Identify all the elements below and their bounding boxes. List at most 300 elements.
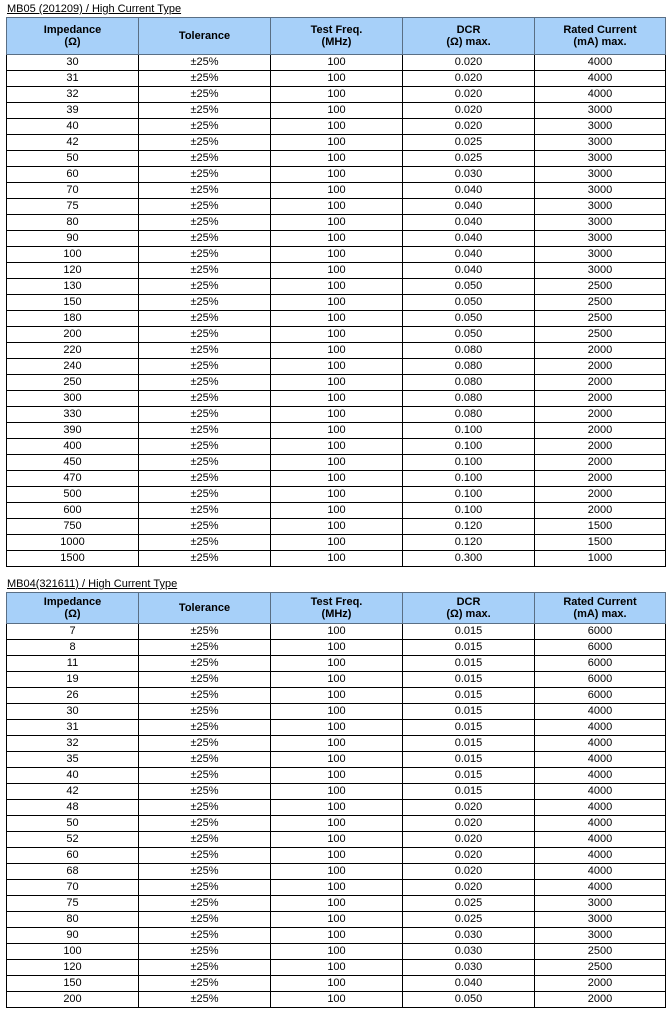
impedance-cell: 300 — [7, 391, 139, 407]
table-row — [7, 279, 666, 295]
table-row — [7, 439, 666, 455]
rated-current-cell: 4000 — [535, 848, 666, 864]
impedance-cell: 200 — [7, 992, 139, 1008]
dcr-cell: 0.015 — [403, 640, 535, 656]
tolerance-cell: ±25% — [139, 551, 271, 567]
tolerance-cell: ±25% — [139, 704, 271, 720]
rated-current-cell: 1000 — [535, 551, 666, 567]
tolerance-cell: ±25% — [139, 455, 271, 471]
test-freq-cell: 100 — [271, 880, 403, 896]
test-freq-cell: 100 — [271, 247, 403, 263]
rated-current-cell: 4000 — [535, 832, 666, 848]
tolerance-cell: ±25% — [139, 720, 271, 736]
table-row — [7, 199, 666, 215]
table-row — [7, 215, 666, 231]
dcr-cell: 0.030 — [403, 960, 535, 976]
impedance-cell: 75 — [7, 199, 139, 215]
tolerance-cell: ±25% — [139, 471, 271, 487]
test-freq-cell: 100 — [271, 167, 403, 183]
impedance-cell: 470 — [7, 471, 139, 487]
impedance-cell: 130 — [7, 279, 139, 295]
impedance-cell: 26 — [7, 688, 139, 704]
tolerance-cell: ±25% — [139, 407, 271, 423]
dcr-cell: 0.015 — [403, 768, 535, 784]
tolerance-cell: ±25% — [139, 279, 271, 295]
tolerance-cell: ±25% — [139, 231, 271, 247]
rated-current-cell: 3000 — [535, 167, 666, 183]
rated-current-cell: 4000 — [535, 55, 666, 71]
tolerance-cell: ±25% — [139, 135, 271, 151]
tolerance-cell: ±25% — [139, 816, 271, 832]
table-row — [7, 471, 666, 487]
tolerance-cell: ±25% — [139, 87, 271, 103]
tolerance-cell: ±25% — [139, 55, 271, 71]
dcr-cell: 0.050 — [403, 295, 535, 311]
table-row — [7, 624, 666, 640]
table-row — [7, 375, 666, 391]
test-freq-cell: 100 — [271, 87, 403, 103]
tolerance-cell: ±25% — [139, 311, 271, 327]
tolerance-cell: ±25% — [139, 848, 271, 864]
dcr-cell: 0.020 — [403, 119, 535, 135]
impedance-cell: 250 — [7, 375, 139, 391]
impedance-cell: 60 — [7, 848, 139, 864]
rated-current-cell: 2500 — [535, 295, 666, 311]
tolerance-cell: ±25% — [139, 295, 271, 311]
rated-current-cell: 3000 — [535, 896, 666, 912]
table-row — [7, 864, 666, 880]
table-row — [7, 519, 666, 535]
rated-current-cell: 3000 — [535, 912, 666, 928]
rated-current-cell: 4000 — [535, 752, 666, 768]
dcr-cell: 0.025 — [403, 151, 535, 167]
impedance-cell: 35 — [7, 752, 139, 768]
table-row — [7, 752, 666, 768]
rated-current-cell: 2500 — [535, 311, 666, 327]
tolerance-cell: ±25% — [139, 928, 271, 944]
tolerance-cell: ±25% — [139, 736, 271, 752]
rated-current-cell: 2000 — [535, 455, 666, 471]
tolerance-cell: ±25% — [139, 423, 271, 439]
rated-current-cell: 2000 — [535, 423, 666, 439]
dcr-cell: 0.020 — [403, 848, 535, 864]
table-row — [7, 71, 666, 87]
tolerance-cell: ±25% — [139, 640, 271, 656]
table-row — [7, 343, 666, 359]
table-row — [7, 295, 666, 311]
rated-current-cell: 2000 — [535, 407, 666, 423]
dcr-cell: 0.025 — [403, 912, 535, 928]
impedance-cell: 40 — [7, 119, 139, 135]
tolerance-cell: ±25% — [139, 784, 271, 800]
dcr-cell: 0.015 — [403, 656, 535, 672]
mb05-table-body — [7, 55, 666, 567]
impedance-cell: 150 — [7, 976, 139, 992]
impedance-cell: 75 — [7, 896, 139, 912]
tolerance-cell: ±25% — [139, 359, 271, 375]
header-tolerance: Tolerance — [139, 18, 271, 55]
rated-current-cell: 2000 — [535, 992, 666, 1008]
table-row — [7, 263, 666, 279]
rated-current-cell: 2000 — [535, 471, 666, 487]
test-freq-cell: 100 — [271, 551, 403, 567]
rated-current-cell: 4000 — [535, 704, 666, 720]
rated-current-cell: 6000 — [535, 688, 666, 704]
tolerance-cell: ±25% — [139, 880, 271, 896]
tolerance-cell: ±25% — [139, 944, 271, 960]
rated-current-cell: 2500 — [535, 944, 666, 960]
impedance-cell: 40 — [7, 768, 139, 784]
tolerance-cell: ±25% — [139, 183, 271, 199]
rated-current-cell: 4000 — [535, 784, 666, 800]
table-row — [7, 832, 666, 848]
test-freq-cell: 100 — [271, 423, 403, 439]
rated-current-cell: 2500 — [535, 960, 666, 976]
test-freq-cell: 100 — [271, 976, 403, 992]
test-freq-cell: 100 — [271, 151, 403, 167]
tolerance-cell: ±25% — [139, 247, 271, 263]
test-freq-cell: 100 — [271, 279, 403, 295]
dcr-cell: 0.040 — [403, 183, 535, 199]
dcr-cell: 0.050 — [403, 327, 535, 343]
tolerance-cell: ±25% — [139, 624, 271, 640]
test-freq-cell: 100 — [271, 215, 403, 231]
rated-current-cell: 4000 — [535, 87, 666, 103]
dcr-cell: 0.040 — [403, 263, 535, 279]
test-freq-cell: 100 — [271, 656, 403, 672]
table-row — [7, 672, 666, 688]
rated-current-cell: 2000 — [535, 391, 666, 407]
rated-current-cell: 2000 — [535, 375, 666, 391]
rated-current-cell: 3000 — [535, 215, 666, 231]
tolerance-cell: ±25% — [139, 503, 271, 519]
test-freq-cell: 100 — [271, 672, 403, 688]
table-header-row — [7, 18, 666, 55]
test-freq-cell: 100 — [271, 471, 403, 487]
impedance-cell: 68 — [7, 864, 139, 880]
dcr-cell: 0.080 — [403, 391, 535, 407]
dcr-cell: 0.120 — [403, 519, 535, 535]
test-freq-cell: 100 — [271, 407, 403, 423]
rated-current-cell: 3000 — [535, 151, 666, 167]
test-freq-cell: 100 — [271, 720, 403, 736]
table-row — [7, 848, 666, 864]
test-freq-cell: 100 — [271, 624, 403, 640]
test-freq-cell: 100 — [271, 816, 403, 832]
test-freq-cell: 100 — [271, 487, 403, 503]
tolerance-cell: ±25% — [139, 832, 271, 848]
rated-current-cell: 3000 — [535, 119, 666, 135]
test-freq-cell: 100 — [271, 768, 403, 784]
test-freq-cell: 100 — [271, 944, 403, 960]
impedance-cell: 330 — [7, 407, 139, 423]
dcr-cell: 0.080 — [403, 343, 535, 359]
rated-current-cell: 1500 — [535, 519, 666, 535]
table-row — [7, 55, 666, 71]
impedance-cell: 150 — [7, 295, 139, 311]
rated-current-cell: 1500 — [535, 535, 666, 551]
test-freq-cell: 100 — [271, 71, 403, 87]
test-freq-cell: 100 — [271, 848, 403, 864]
dcr-cell: 0.015 — [403, 720, 535, 736]
mb05-section — [6, 2, 665, 567]
dcr-cell: 0.030 — [403, 167, 535, 183]
header-test-freq: Test Freq. (MHz) — [271, 18, 403, 55]
dcr-cell: 0.050 — [403, 992, 535, 1008]
test-freq-cell: 100 — [271, 800, 403, 816]
tolerance-cell: ±25% — [139, 752, 271, 768]
impedance-cell: 90 — [7, 928, 139, 944]
table-row — [7, 816, 666, 832]
dcr-cell: 0.040 — [403, 976, 535, 992]
dcr-cell: 0.020 — [403, 816, 535, 832]
test-freq-cell: 100 — [271, 928, 403, 944]
dcr-cell: 0.030 — [403, 944, 535, 960]
rated-current-cell: 2000 — [535, 343, 666, 359]
impedance-cell: 31 — [7, 720, 139, 736]
header-rated-current: Rated Current (mA) max. — [535, 18, 666, 55]
test-freq-cell: 100 — [271, 784, 403, 800]
rated-current-cell: 6000 — [535, 672, 666, 688]
rated-current-cell: 4000 — [535, 880, 666, 896]
table-row — [7, 928, 666, 944]
test-freq-cell: 100 — [271, 832, 403, 848]
dcr-cell: 0.040 — [403, 247, 535, 263]
test-freq-cell: 100 — [271, 535, 403, 551]
dcr-cell: 0.025 — [403, 896, 535, 912]
table-row — [7, 135, 666, 151]
table-row — [7, 231, 666, 247]
dcr-cell: 0.050 — [403, 311, 535, 327]
table-row — [7, 736, 666, 752]
rated-current-cell: 4000 — [535, 736, 666, 752]
header-test-freq: Test Freq. (MHz) — [271, 593, 403, 624]
rated-current-cell: 4000 — [535, 816, 666, 832]
rated-current-cell: 2000 — [535, 359, 666, 375]
dcr-cell: 0.015 — [403, 704, 535, 720]
dcr-cell: 0.015 — [403, 688, 535, 704]
tolerance-cell: ±25% — [139, 912, 271, 928]
header-tolerance: Tolerance — [139, 593, 271, 624]
impedance-cell: 450 — [7, 455, 139, 471]
impedance-cell: 32 — [7, 87, 139, 103]
tolerance-cell: ±25% — [139, 688, 271, 704]
dcr-cell: 0.015 — [403, 624, 535, 640]
impedance-cell: 80 — [7, 912, 139, 928]
table-row — [7, 167, 666, 183]
tolerance-cell: ±25% — [139, 960, 271, 976]
rated-current-cell: 2500 — [535, 327, 666, 343]
test-freq-cell: 100 — [271, 135, 403, 151]
rated-current-cell: 2000 — [535, 976, 666, 992]
impedance-cell: 80 — [7, 215, 139, 231]
rated-current-cell: 4000 — [535, 768, 666, 784]
table-row — [7, 487, 666, 503]
table-row — [7, 119, 666, 135]
dcr-cell: 0.030 — [403, 928, 535, 944]
impedance-cell: 1500 — [7, 551, 139, 567]
impedance-cell: 70 — [7, 880, 139, 896]
header-rated-current: Rated Current (mA) max. — [535, 593, 666, 624]
mb04-section — [6, 577, 665, 1008]
test-freq-cell: 100 — [271, 736, 403, 752]
mb05-spec-table — [6, 17, 666, 567]
test-freq-cell: 100 — [271, 455, 403, 471]
table-row — [7, 535, 666, 551]
dcr-cell: 0.080 — [403, 359, 535, 375]
impedance-cell: 50 — [7, 816, 139, 832]
dcr-cell: 0.015 — [403, 672, 535, 688]
rated-current-cell: 2000 — [535, 503, 666, 519]
impedance-cell: 200 — [7, 327, 139, 343]
table-row — [7, 503, 666, 519]
impedance-cell: 60 — [7, 167, 139, 183]
dcr-cell: 0.020 — [403, 864, 535, 880]
test-freq-cell: 100 — [271, 752, 403, 768]
test-freq-cell: 100 — [271, 311, 403, 327]
mb04-table-body — [7, 624, 666, 1008]
impedance-cell: 240 — [7, 359, 139, 375]
table-row — [7, 688, 666, 704]
table-row — [7, 455, 666, 471]
impedance-cell: 11 — [7, 656, 139, 672]
tolerance-cell: ±25% — [139, 487, 271, 503]
test-freq-cell: 100 — [271, 103, 403, 119]
table-row — [7, 311, 666, 327]
table-row — [7, 768, 666, 784]
dcr-cell: 0.080 — [403, 375, 535, 391]
table-row — [7, 407, 666, 423]
table-row — [7, 359, 666, 375]
dcr-cell: 0.100 — [403, 423, 535, 439]
tolerance-cell: ±25% — [139, 439, 271, 455]
table-header-row — [7, 593, 666, 624]
test-freq-cell: 100 — [271, 343, 403, 359]
impedance-cell: 400 — [7, 439, 139, 455]
rated-current-cell: 3000 — [535, 231, 666, 247]
test-freq-cell: 100 — [271, 960, 403, 976]
table-row — [7, 423, 666, 439]
rated-current-cell: 2000 — [535, 487, 666, 503]
tolerance-cell: ±25% — [139, 656, 271, 672]
header-dcr: DCR (Ω) max. — [403, 18, 535, 55]
impedance-cell: 52 — [7, 832, 139, 848]
rated-current-cell: 3000 — [535, 247, 666, 263]
test-freq-cell: 100 — [271, 199, 403, 215]
test-freq-cell: 100 — [271, 896, 403, 912]
dcr-cell: 0.080 — [403, 407, 535, 423]
tolerance-cell: ±25% — [139, 672, 271, 688]
dcr-cell: 0.050 — [403, 279, 535, 295]
table-row — [7, 247, 666, 263]
impedance-cell: 750 — [7, 519, 139, 535]
tolerance-cell: ±25% — [139, 103, 271, 119]
test-freq-cell: 100 — [271, 183, 403, 199]
header-dcr: DCR (Ω) max. — [403, 593, 535, 624]
table-row — [7, 704, 666, 720]
impedance-cell: 90 — [7, 231, 139, 247]
test-freq-cell: 100 — [271, 519, 403, 535]
tolerance-cell: ±25% — [139, 199, 271, 215]
impedance-cell: 120 — [7, 263, 139, 279]
impedance-cell: 19 — [7, 672, 139, 688]
mb04-section-title: MB04(321611) / High Current Type — [7, 578, 178, 590]
impedance-cell: 50 — [7, 151, 139, 167]
impedance-cell: 390 — [7, 423, 139, 439]
rated-current-cell: 4000 — [535, 71, 666, 87]
table-row — [7, 327, 666, 343]
test-freq-cell: 100 — [271, 295, 403, 311]
impedance-cell: 48 — [7, 800, 139, 816]
mb05-section-title: MB05 (201209) / High Current Type — [7, 3, 182, 15]
dcr-cell: 0.040 — [403, 199, 535, 215]
rated-current-cell: 4000 — [535, 864, 666, 880]
tolerance-cell: ±25% — [139, 519, 271, 535]
tolerance-cell: ±25% — [139, 119, 271, 135]
impedance-cell: 7 — [7, 624, 139, 640]
tolerance-cell: ±25% — [139, 327, 271, 343]
dcr-cell: 0.120 — [403, 535, 535, 551]
test-freq-cell: 100 — [271, 55, 403, 71]
tolerance-cell: ±25% — [139, 375, 271, 391]
dcr-cell: 0.025 — [403, 135, 535, 151]
table-row — [7, 784, 666, 800]
impedance-cell: 42 — [7, 784, 139, 800]
tolerance-cell: ±25% — [139, 343, 271, 359]
rated-current-cell: 6000 — [535, 640, 666, 656]
table-row — [7, 800, 666, 816]
test-freq-cell: 100 — [271, 439, 403, 455]
table-row — [7, 103, 666, 119]
tolerance-cell: ±25% — [139, 896, 271, 912]
test-freq-cell: 100 — [271, 327, 403, 343]
impedance-cell: 100 — [7, 944, 139, 960]
table-row — [7, 880, 666, 896]
impedance-cell: 600 — [7, 503, 139, 519]
test-freq-cell: 100 — [271, 864, 403, 880]
dcr-cell: 0.100 — [403, 503, 535, 519]
dcr-cell: 0.020 — [403, 832, 535, 848]
rated-current-cell: 3000 — [535, 263, 666, 279]
rated-current-cell: 2000 — [535, 439, 666, 455]
test-freq-cell: 100 — [271, 263, 403, 279]
rated-current-cell: 3000 — [535, 103, 666, 119]
rated-current-cell: 4000 — [535, 720, 666, 736]
impedance-cell: 1000 — [7, 535, 139, 551]
table-row — [7, 87, 666, 103]
test-freq-cell: 100 — [271, 992, 403, 1008]
impedance-cell: 8 — [7, 640, 139, 656]
tolerance-cell: ±25% — [139, 167, 271, 183]
table-row — [7, 391, 666, 407]
dcr-cell: 0.300 — [403, 551, 535, 567]
test-freq-cell: 100 — [271, 704, 403, 720]
impedance-cell: 120 — [7, 960, 139, 976]
dcr-cell: 0.100 — [403, 487, 535, 503]
dcr-cell: 0.020 — [403, 800, 535, 816]
impedance-cell: 32 — [7, 736, 139, 752]
table-row — [7, 960, 666, 976]
dcr-cell: 0.020 — [403, 71, 535, 87]
tolerance-cell: ±25% — [139, 263, 271, 279]
test-freq-cell: 100 — [271, 359, 403, 375]
impedance-cell: 180 — [7, 311, 139, 327]
table-row — [7, 912, 666, 928]
tolerance-cell: ±25% — [139, 864, 271, 880]
table-row — [7, 551, 666, 567]
tolerance-cell: ±25% — [139, 71, 271, 87]
impedance-cell: 39 — [7, 103, 139, 119]
